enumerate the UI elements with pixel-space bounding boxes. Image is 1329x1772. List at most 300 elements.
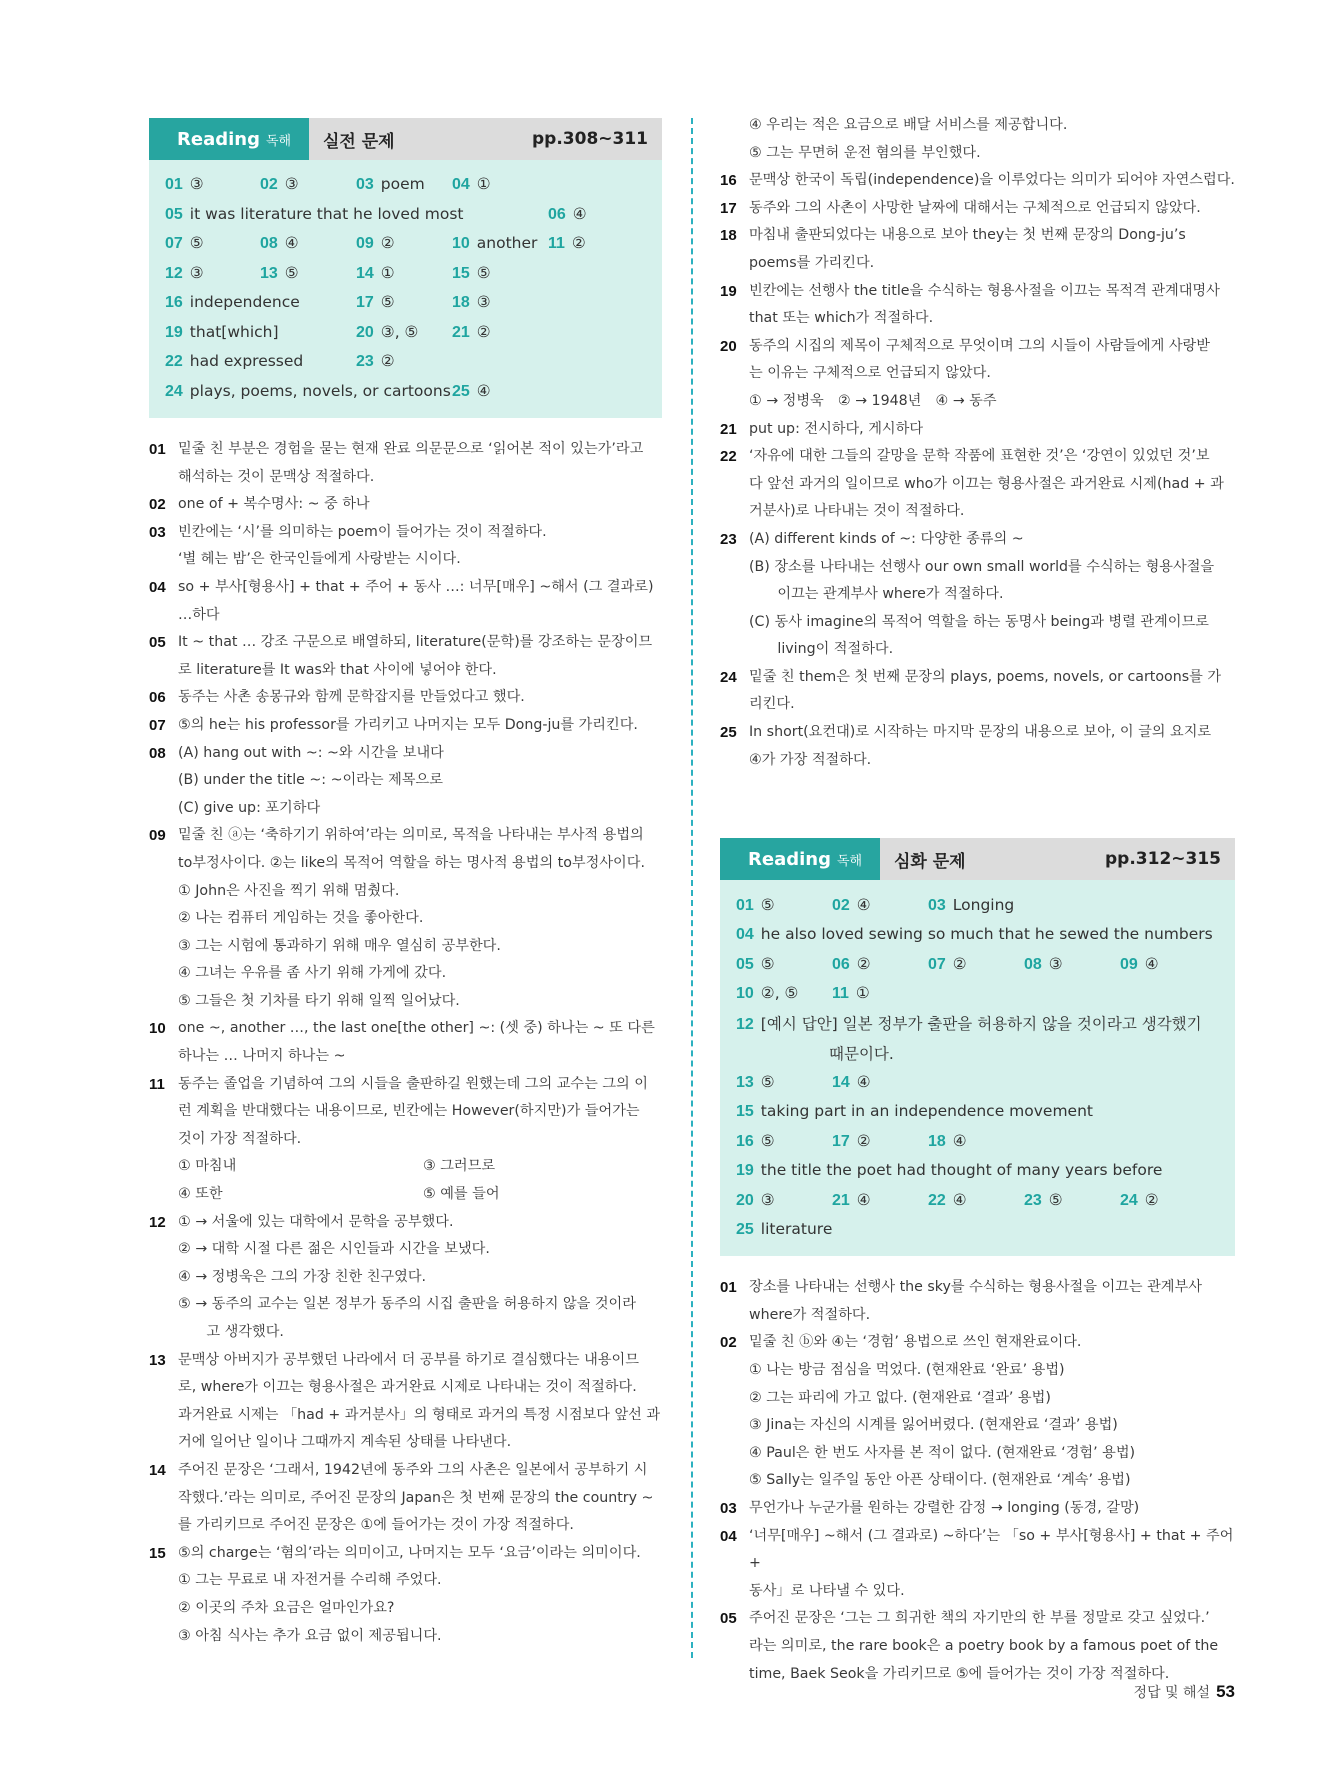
answer-number: 15 — [736, 1103, 754, 1120]
explanation-item — [149, 822, 662, 1015]
explanations — [720, 1274, 1235, 1688]
explanation-line: ‘자유에 대한 그들의 갈망을 문학 작품에 표현한 것’은 ‘강연이 있었던 것’보 — [749, 448, 1210, 465]
explanation-line: 는 이유는 구체적으로 언급되지 않았다. — [749, 365, 991, 382]
answer-item — [928, 955, 1024, 974]
explanation-item — [720, 222, 1235, 277]
answer-number: 01 — [165, 176, 183, 194]
answer-text: ⑤ — [760, 895, 775, 914]
answer-text: ④ — [952, 1131, 967, 1150]
answer-number: 09 — [1120, 955, 1138, 973]
right-column — [720, 112, 1235, 1688]
answer-item — [1120, 1191, 1200, 1210]
explanation-number: 02 — [720, 1334, 737, 1352]
answer-row — [165, 347, 646, 377]
explanation-text — [749, 167, 1235, 195]
explanation-line: to부정사이다. ②는 like의 목적어 역할을 하는 명사적 용법의 to부정사이다. — [178, 854, 645, 871]
explanation-line: that 또는 which가 적절하다. — [749, 310, 934, 327]
explanation-item — [149, 1540, 662, 1650]
explanation-line: ③ 아침 식사는 추가 요금 없이 제공됩니다. — [178, 1627, 442, 1644]
explanation-line: 장소를 나타내는 선행사 the sky를 수식하는 형용사절을 이끄는 관계부사 — [749, 1279, 1202, 1296]
answer-number: 21 — [452, 323, 470, 341]
answer-item — [928, 896, 1128, 915]
explanation-item — [149, 1071, 662, 1209]
explanation-item — [720, 416, 1235, 444]
answer-text: ③ — [476, 293, 491, 312]
answer-text: ④ — [856, 1072, 871, 1091]
explanation-line: 빈칸에는 ‘시’를 의미하는 poem이 들어가는 것이 적절하다. — [178, 523, 547, 540]
explanation-line: 라는 의미로, the rare book은 a poetry book by a famous poet of the — [749, 1637, 1219, 1654]
answer-item — [165, 382, 452, 401]
explanation-text — [749, 719, 1235, 774]
explanation-text — [178, 491, 662, 519]
answer-row — [736, 949, 1219, 979]
answer-number: 10 — [452, 235, 470, 253]
explanation-text — [749, 1523, 1235, 1606]
explanation-number: 24 — [720, 668, 737, 686]
explanation-line: 문맥상 아버지가 공부했던 나라에서 더 공부를 하기로 결심했다는 내용이므 — [178, 1351, 639, 1368]
answer-text: ⑤ — [476, 263, 491, 282]
answer-text: ④ — [1144, 954, 1159, 973]
answer-item — [832, 1132, 928, 1151]
explanation-line: ④ → 정병욱은 그의 가장 친한 친구였다. — [178, 1268, 427, 1285]
answer-row — [736, 890, 1219, 920]
explanation-number: 07 — [149, 716, 166, 734]
explanation-line: (C) 동사 imagine의 목적어 역할을 하는 동명사 being과 병렬 관계이므로 — [749, 613, 1209, 630]
explanation-number: 05 — [149, 634, 166, 652]
answer-text: ⑤ — [760, 954, 775, 973]
explanation-line: 리킨다. — [749, 696, 795, 713]
answer-box — [720, 880, 1235, 1256]
answer-text: ① — [476, 175, 491, 194]
answer-text: ③ — [189, 175, 204, 194]
choice: ⑤ 예를 들어 — [423, 1186, 500, 1203]
explanation-line: ⑤ Sally는 일주일 동안 아픈 상태이다. (현재완료 ‘계속’ 용법) — [749, 1472, 1131, 1489]
answer-item — [1024, 1191, 1120, 1210]
answer-number: 17 — [832, 1132, 850, 1150]
answer-item — [356, 264, 452, 283]
explanation-number: 03 — [720, 1500, 737, 1517]
explanation-line: 무언가나 누군가를 원하는 강렬한 감정 → longing (동경, 갈망) — [749, 1500, 1140, 1516]
explanation-item — [149, 740, 662, 823]
answer-item — [548, 205, 628, 224]
explanation-text — [178, 1540, 662, 1650]
answer-item — [356, 352, 436, 371]
answer-item — [452, 234, 548, 253]
explanation-text — [749, 1274, 1235, 1329]
explanation-item — [149, 1209, 662, 1347]
answer-number: 11 — [832, 985, 849, 1002]
section-title-bar — [880, 838, 1235, 880]
section-title: 심화 문제 — [894, 851, 966, 872]
answer-text: ② — [856, 954, 871, 973]
answer-number: 19 — [165, 323, 183, 341]
answer-item — [356, 175, 452, 194]
answer-row — [165, 259, 646, 289]
answer-row — [165, 200, 646, 230]
explanation-item — [149, 684, 662, 712]
answer-item — [736, 1012, 1216, 1034]
answer-number: 13 — [736, 1073, 754, 1091]
answer-number: 24 — [1120, 1191, 1138, 1209]
explanation-line: 빈칸에는 선행사 the title을 수식하는 형용사절을 이끄는 목적격 관계대명사 — [749, 282, 1220, 299]
answer-text: ④ — [856, 1190, 871, 1209]
answer-text: another — [476, 234, 538, 253]
answer-item — [736, 1220, 936, 1239]
choice: ③ 그러므로 — [423, 1158, 496, 1175]
explanation-number: 20 — [720, 337, 737, 355]
explanation-line: ① → 정병욱 ② → 1948년 ④ → 동주 — [749, 392, 997, 409]
answer-text: ⑤ — [284, 263, 299, 282]
explanation-number: 10 — [149, 1020, 166, 1038]
section-header-advanced — [720, 838, 1235, 880]
answer-text: 때문이다. — [736, 1044, 894, 1063]
answer-text: ② — [380, 352, 395, 371]
explanation-line: (B) under the title ~: ~이라는 제목으로 — [178, 772, 443, 789]
answer-text: ④ — [952, 1190, 967, 1209]
explanation-text — [178, 1347, 662, 1457]
answer-text: ④ — [572, 204, 587, 223]
answer-item — [736, 1073, 832, 1092]
explanation-line: 밑줄 친 ⓐ는 ‘축하기기 위하여’라는 의미로, 목적을 나타내는 부사적 용법의 — [178, 827, 644, 844]
explanation-line: ‘너무[매우] ~해서 (그 결과로) ~하다’는 「so + 부사[형용사] + that + 주어 + — [749, 1527, 1234, 1572]
explanation-text — [749, 195, 1235, 223]
explanation-line: ③ 그는 시험에 통과하기 위해 매우 열심히 공부한다. — [178, 937, 501, 954]
answer-text: ④ — [284, 234, 299, 253]
explanation-line: ⑤ 그는 무면허 운전 혐의를 부인했다. — [749, 144, 981, 161]
explanation-number: 18 — [720, 227, 737, 245]
section-tag: Reading 독해 — [720, 838, 880, 880]
answer-item — [736, 1102, 1216, 1121]
answer-text: ②, ⑤ — [760, 984, 799, 1002]
answer-number: 02 — [260, 176, 278, 194]
answer-number: 06 — [832, 955, 850, 973]
explanation-number: 04 — [720, 1527, 737, 1545]
explanation-number — [720, 112, 749, 167]
explanation-line: In short(요컨대)로 시작하는 마지막 문장의 내용으로 보아, 이 글의 요지로 — [749, 724, 1212, 741]
explanation-item — [720, 526, 1235, 664]
explanation-number: 04 — [149, 578, 166, 596]
explanation-line: ⑤ → 동주의 교수는 일본 정부가 동주의 시집 출판을 허용하지 않을 것이라 — [178, 1296, 636, 1313]
answer-text: taking part in an independence movement — [760, 1102, 1093, 1120]
answer-text: ① — [380, 263, 395, 282]
explanation-item — [720, 443, 1235, 526]
explanation-line: 다 앞선 과거의 일이므로 who가 이끄는 형용사절은 과거완료 시제(had + 과 — [749, 475, 1224, 492]
answer-item — [736, 984, 832, 1003]
answer-number: 01 — [736, 896, 754, 914]
answer-number: 04 — [452, 176, 470, 194]
answer-number: 08 — [260, 235, 278, 253]
answer-text: ② — [952, 954, 967, 973]
answer-number: 15 — [452, 264, 470, 282]
explanation-line: ‘별 헤는 밤’은 한국인들에게 사랑받는 시이다. — [178, 551, 461, 568]
answer-item — [356, 293, 452, 312]
answer-item — [452, 264, 532, 283]
answer-text: ⑤ — [189, 234, 204, 253]
answer-item — [832, 955, 928, 974]
explanation-line: 것이 가장 적절하다. — [178, 1130, 302, 1147]
explanation-line: 해석하는 것이 문맥상 적절하다. — [178, 468, 375, 485]
explanation-text — [178, 1015, 662, 1070]
answer-item — [356, 323, 452, 342]
answer-number: 14 — [832, 1073, 850, 1091]
explanation-number: 23 — [720, 530, 737, 548]
explanation-number: 16 — [720, 172, 737, 190]
answer-text: ④ — [856, 895, 871, 914]
answer-item — [1024, 955, 1120, 974]
explanation-text — [749, 1605, 1235, 1688]
answer-item — [260, 175, 356, 194]
answer-number: 06 — [548, 205, 566, 223]
answer-number: 12 — [736, 1016, 754, 1033]
answer-text: ③ — [189, 263, 204, 282]
explanation-text — [178, 519, 662, 574]
explanation-item — [720, 112, 1235, 167]
explanation-line: ① → 서울에 있는 대학에서 문학을 공부했다. — [178, 1213, 454, 1230]
explanation-text — [749, 1329, 1235, 1495]
explanation-line: 밑줄 친 부분은 경험을 묻는 현재 완료 의문문으로 ‘읽어본 적이 있는가’라고 — [178, 441, 644, 457]
explanation-number: 21 — [720, 420, 737, 438]
explanation-line: one ~, another …, the last one[the other] ~: (셋 중) 하나는 ~ 또 다른 — [178, 1020, 655, 1037]
explanation-text — [749, 1495, 1235, 1523]
answer-text: [예시 답안] 일본 정부가 출판을 허용하지 않을 것이라고 생각했기 — [760, 1015, 1202, 1033]
explanation-line: 동주는 졸업을 기념하여 그의 시들을 출판하길 원했는데 그의 교수는 그의 이 — [178, 1075, 648, 1092]
explanation-line: ③ Jina는 자신의 시계를 잃어버렸다. (현재완료 ‘결과’ 용법) — [749, 1417, 1118, 1434]
explanation-text — [178, 629, 662, 684]
explanation-line: so + 부사[형용사] + that + 주어 + 동사 …: 너무[매우] ~해서 (그 결과로) — [178, 578, 654, 595]
explanation-line: It ~ that … 강조 구문으로 배열하되, literature(문학)를 강조하는 문장이므 — [178, 634, 653, 651]
answer-row — [736, 1067, 1219, 1097]
choice-row — [178, 1153, 668, 1181]
explanation-line: ④가 가장 적절하다. — [749, 751, 872, 768]
explanation-line: 를 가리키므로 주어진 문장은 ①에 들어가는 것이 가장 적절하다. — [178, 1517, 574, 1534]
choice: ④ 또한 — [178, 1186, 223, 1203]
answer-item — [165, 352, 356, 371]
section-pages: pp.312~315 — [1104, 849, 1221, 870]
answer-text: ⑤ — [1048, 1190, 1063, 1209]
answer-item — [452, 175, 532, 194]
answer-number: 03 — [356, 176, 374, 194]
explanation-line: 런 계획을 반대했다는 내용이므로, 빈칸에는 However(하지만)가 들어가는 — [178, 1103, 640, 1120]
section-title-bar — [309, 118, 662, 160]
explanation-line: 동주는 사촌 송몽규와 함께 문학잡지를 만들었다고 했다. — [178, 689, 525, 706]
answer-row — [736, 1156, 1219, 1186]
explanation-line: ② 그는 파리에 가고 없다. (현재완료 ‘결과’ 용법) — [749, 1389, 1051, 1406]
answer-item — [260, 234, 356, 253]
answer-item — [736, 1161, 1216, 1180]
explanation-line: ⑤의 charge는 ‘혐의’라는 의미이고, 나머지는 모두 ‘요금’이라는 의미이다. — [178, 1544, 641, 1561]
explanation-line: (A) different kinds of ~: 다양한 종류의 ~ — [749, 530, 1024, 547]
explanation-number: 02 — [149, 496, 166, 514]
explanation-line: (A) hang out with ~: ~와 시간을 보내다 — [178, 744, 444, 761]
answer-item — [165, 234, 260, 253]
explanation-text — [749, 443, 1235, 526]
explanations-continued — [720, 112, 1235, 774]
answer-item — [260, 264, 356, 283]
explanation-line: 동사」로 나타낼 수 있다. — [749, 1582, 905, 1599]
answer-row — [165, 170, 646, 200]
explanation-text — [178, 822, 662, 1015]
answer-number: 14 — [356, 264, 374, 282]
answer-item — [832, 984, 912, 1003]
answer-item — [736, 1132, 832, 1151]
answer-text: ⑤ — [760, 1072, 775, 1091]
explanation-text — [178, 1209, 662, 1347]
explanation-line: 로 literature를 It was와 that 사이에 넣어야 한다. — [178, 661, 497, 678]
answer-number: 08 — [1024, 955, 1042, 973]
explanation-item — [720, 333, 1235, 416]
explanation-text — [178, 1071, 668, 1209]
explanation-line: 문맥상 한국이 독립(independence)을 이루었다는 의미가 되어야 자연스럽다. — [749, 172, 1235, 189]
answer-text: literature — [760, 1220, 833, 1238]
explanation-item — [149, 1347, 662, 1457]
explanation-number: 22 — [720, 448, 737, 466]
explanation-line: 주어진 문장은 ‘그래서, 1942년에 동주와 그의 사촌은 일본에서 공부하기 시 — [178, 1461, 648, 1478]
explanations — [149, 436, 662, 1650]
answer-number: 25 — [452, 382, 470, 400]
answer-number: 16 — [736, 1132, 754, 1150]
answer-text: he also loved sewing so much that he sewed the numbers — [760, 925, 1213, 943]
answer-text: ③ — [760, 1190, 775, 1209]
explanation-item — [720, 195, 1235, 223]
answer-item — [165, 323, 356, 342]
explanation-text — [749, 112, 1235, 167]
answer-number: 09 — [356, 235, 374, 253]
explanation-text — [749, 278, 1235, 333]
explanation-line: one of + 복수명사: ~ 중 하나 — [178, 496, 370, 513]
explanation-line: (C) give up: 포기하다 — [178, 799, 321, 816]
explanation-line: …하다 — [178, 606, 220, 623]
explanation-item — [149, 436, 662, 491]
answer-text: ④ — [476, 381, 491, 400]
answer-number: 20 — [356, 323, 374, 341]
answer-number: 21 — [832, 1191, 850, 1209]
answer-number: 20 — [736, 1191, 754, 1209]
explanation-item — [720, 664, 1235, 719]
explanation-line: 과거완료 시제는 「had + 과거분사」의 형태로 과거의 특정 시점보다 앞선 과 — [178, 1406, 661, 1423]
answer-number: 07 — [928, 955, 946, 973]
answer-item — [928, 1191, 1024, 1210]
answer-text: plays, poems, novels, or cartoons — [189, 381, 451, 400]
explanation-line: where가 적절하다. — [749, 1306, 871, 1323]
explanation-text — [749, 416, 1235, 444]
answer-item — [356, 234, 452, 253]
section-title: 실전 문제 — [323, 131, 395, 152]
answer-text: ③ — [1048, 954, 1063, 973]
explanation-item — [149, 574, 662, 629]
explanation-line: 고 생각했다. — [178, 1324, 284, 1340]
answer-number: 03 — [928, 896, 946, 914]
answer-number: 17 — [356, 294, 374, 312]
explanation-number: 25 — [720, 724, 737, 742]
explanation-text — [749, 222, 1235, 277]
answer-number: 22 — [165, 353, 183, 371]
answer-text: poem — [380, 175, 425, 194]
answer-item — [736, 896, 832, 915]
explanation-line: (B) 장소를 나타내는 선행사 our own small world를 수식하는 형용사절을 — [749, 558, 1215, 575]
left-column — [149, 118, 662, 1650]
answer-row — [736, 1215, 1219, 1245]
answer-text: ② — [476, 322, 491, 341]
answer-number: 07 — [165, 235, 183, 253]
answer-number: 16 — [165, 294, 183, 312]
explanation-number: 08 — [149, 744, 166, 762]
explanation-line: ① 그는 무료로 내 자전거를 수리해 주었다. — [178, 1572, 442, 1589]
explanation-text — [749, 664, 1235, 719]
answer-text: ② — [380, 234, 395, 253]
explanation-item — [720, 1523, 1235, 1606]
answer-text: ② — [571, 234, 586, 253]
explanation-line: living이 적절하다. — [749, 641, 894, 658]
explanation-line: ④ 그녀는 우유를 좀 사기 위해 가게에 갔다. — [178, 965, 447, 982]
answer-item — [165, 205, 548, 224]
explanation-item — [720, 1605, 1235, 1688]
explanation-line: 밑줄 친 ⓑ와 ④는 ‘경험’ 용법으로 쓰인 현재완료이다. — [749, 1334, 1082, 1351]
explanation-line: ② 이곳의 주차 요금은 얼마인가요? — [178, 1599, 395, 1616]
explanation-number: 01 — [720, 1279, 737, 1297]
explanation-line: ④ Paul은 한 번도 사자를 본 적이 없다. (현재완료 ‘경험’ 용법) — [749, 1444, 1136, 1461]
answer-item — [928, 1132, 1008, 1151]
answer-text: it was literature that he loved most — [189, 204, 464, 223]
explanation-number: 19 — [720, 282, 737, 300]
answer-number: 19 — [736, 1162, 754, 1179]
explanation-line: 동주의 시집의 제목이 구체적으로 무엇이며 그의 시들이 사람들에게 사랑받 — [749, 337, 1210, 354]
answer-text: ⑤ — [380, 293, 395, 312]
explanation-line: 주어진 문장은 ‘그는 그 희귀한 책의 자기만의 한 부를 정말로 갖고 싶었다.’ — [749, 1610, 1210, 1627]
answer-item — [165, 293, 356, 312]
explanation-text — [178, 712, 662, 740]
explanation-item — [720, 1274, 1235, 1329]
explanation-text — [178, 436, 662, 491]
choice-row — [178, 1181, 668, 1209]
answer-text: that[which] — [189, 322, 279, 341]
answer-number: 05 — [736, 955, 754, 973]
answer-item — [736, 1191, 832, 1210]
explanation-line: put up: 전시하다, 게시하다 — [749, 420, 924, 437]
answer-number: 05 — [165, 205, 183, 223]
answer-item — [832, 1073, 912, 1092]
answer-number: 24 — [165, 382, 183, 400]
answer-row — [736, 920, 1219, 950]
explanation-item — [149, 519, 662, 574]
answer-item — [165, 264, 260, 283]
explanation-item — [720, 278, 1235, 333]
explanation-line: ② → 대학 시절 다른 젊은 시인들과 시간을 보냈다. — [178, 1241, 490, 1258]
answer-text: had expressed — [189, 352, 304, 371]
answer-text: ② — [1144, 1190, 1159, 1209]
answer-row — [736, 979, 1219, 1009]
answer-item — [736, 925, 1216, 944]
explanation-line: 작했다.’라는 의미로, 주어진 문장의 Japan은 첫 번째 문장의 the country ~ — [178, 1489, 654, 1506]
explanation-text — [178, 574, 662, 629]
answer-row — [736, 1038, 1219, 1068]
answer-row — [165, 377, 646, 407]
answer-item — [548, 234, 608, 253]
answer-row — [165, 318, 646, 348]
answer-text: the title the poet had thought of many years before — [760, 1161, 1163, 1179]
answer-text: independence — [189, 293, 300, 312]
explanation-number: 09 — [149, 827, 166, 845]
answer-item — [452, 382, 532, 401]
answer-row — [736, 1185, 1219, 1215]
answer-number: 10 — [736, 985, 754, 1002]
explanation-number: 03 — [149, 523, 166, 541]
answer-item — [736, 955, 832, 974]
explanation-line: 거분사)로 나타내는 것이 적절하다. — [749, 503, 965, 520]
explanation-line: ⑤의 he는 his professor를 가리키고 나머지는 모두 Dong-ju를 가리킨다. — [178, 716, 638, 733]
answer-item — [165, 175, 260, 194]
explanation-number: 01 — [149, 441, 166, 458]
answer-text: Longing — [952, 895, 1015, 914]
